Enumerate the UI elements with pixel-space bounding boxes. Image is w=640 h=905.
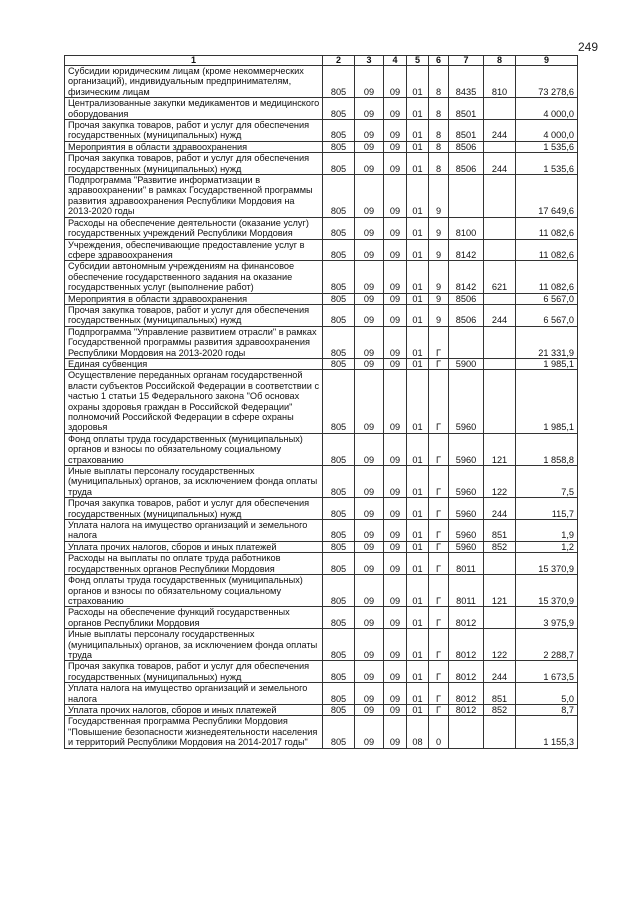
row-name: Иные выплаты персоналу государственных (муниципальных) органов, за исключением фонда оплаты труда: [65, 466, 323, 498]
section-code: 805: [323, 370, 355, 433]
budget-table: [64, 55, 578, 749]
subprogram-code: 9: [429, 304, 449, 326]
table-row: [65, 466, 578, 498]
row-name: Иные выплаты персоналу государственных (муниципальных) органов, за исключением фонда оплаты труда: [65, 629, 323, 661]
section-code: 805: [323, 541, 355, 552]
program-code: 01: [407, 141, 429, 152]
subprogram-code: Г: [429, 466, 449, 498]
expense-type-code: 244: [484, 304, 516, 326]
program-code: 01: [407, 433, 429, 465]
chapter-code: 09: [355, 553, 384, 575]
section-code: 805: [323, 520, 355, 542]
item-code: 8506: [449, 304, 484, 326]
row-name: Прочая закупка товаров, работ и услуг для обеспечения государственных (муниципальных) нужд: [65, 153, 323, 175]
section-code: 805: [323, 716, 355, 748]
program-code: 01: [407, 98, 429, 120]
expense-type-code: 810: [484, 66, 516, 98]
subsection-code: 09: [384, 683, 407, 705]
chapter-code: 09: [355, 98, 384, 120]
expense-type-code: 851: [484, 683, 516, 705]
amount-cell: 21 331,9: [516, 326, 578, 358]
table-row: [65, 239, 578, 261]
amount-cell: 3 975,9: [516, 607, 578, 629]
section-code: 805: [323, 304, 355, 326]
subsection-code: 09: [384, 153, 407, 175]
section-code: 805: [323, 683, 355, 705]
subprogram-code: Г: [429, 607, 449, 629]
amount-cell: 6 567,0: [516, 293, 578, 304]
amount-cell: 1 673,5: [516, 661, 578, 683]
chapter-code: 09: [355, 433, 384, 465]
table-row: [65, 326, 578, 358]
subsection-code: 09: [384, 661, 407, 683]
row-name: Осуществление переданных органам государственной власти субъектов Российской Федерации в соответствии с частью 1 статьи 15 Федерального закона "Об основах охраны здоровья граждан в Российской Федерации" полномочий Российской Федерации в сфере охраны здоровья: [65, 370, 323, 433]
subprogram-code: Г: [429, 661, 449, 683]
section-code: 805: [323, 175, 355, 218]
item-code: [449, 716, 484, 748]
chapter-code: 09: [355, 716, 384, 748]
amount-cell: 2 288,7: [516, 629, 578, 661]
section-code: 805: [323, 98, 355, 120]
column-header: 8: [484, 56, 516, 66]
program-code: 01: [407, 466, 429, 498]
program-code: 01: [407, 175, 429, 218]
subsection-code: 09: [384, 629, 407, 661]
subprogram-code: Г: [429, 683, 449, 705]
table-row: [65, 153, 578, 175]
item-code: 8506: [449, 141, 484, 152]
expense-type-code: [484, 358, 516, 369]
subprogram-code: Г: [429, 326, 449, 358]
item-code: 8142: [449, 239, 484, 261]
program-code: 01: [407, 607, 429, 629]
table-row: [65, 217, 578, 239]
program-code: 01: [407, 304, 429, 326]
program-code: 08: [407, 716, 429, 748]
chapter-code: 09: [355, 304, 384, 326]
subsection-code: 09: [384, 575, 407, 607]
subsection-code: 09: [384, 607, 407, 629]
expense-type-code: 244: [484, 661, 516, 683]
table-row: [65, 120, 578, 142]
subsection-code: 09: [384, 261, 407, 293]
subsection-code: 09: [384, 498, 407, 520]
section-code: 805: [323, 261, 355, 293]
chapter-code: 09: [355, 520, 384, 542]
item-code: 8012: [449, 629, 484, 661]
chapter-code: 09: [355, 629, 384, 661]
item-code: 8501: [449, 98, 484, 120]
subprogram-code: 9: [429, 175, 449, 218]
program-code: 01: [407, 520, 429, 542]
item-code: 5960: [449, 370, 484, 433]
expense-type-code: 122: [484, 466, 516, 498]
expense-type-code: 122: [484, 629, 516, 661]
program-code: 01: [407, 217, 429, 239]
expense-type-code: [484, 607, 516, 629]
item-code: 8506: [449, 293, 484, 304]
chapter-code: 09: [355, 293, 384, 304]
item-code: 8012: [449, 661, 484, 683]
subprogram-code: Г: [429, 520, 449, 542]
page-number: 249: [578, 40, 599, 54]
expense-type-code: 851: [484, 520, 516, 542]
table-row: [65, 293, 578, 304]
section-code: 805: [323, 498, 355, 520]
subprogram-code: Г: [429, 575, 449, 607]
section-code: 805: [323, 66, 355, 98]
item-code: 8142: [449, 261, 484, 293]
section-code: 805: [323, 661, 355, 683]
row-name: Уплата прочих налогов, сборов и иных платежей: [65, 541, 323, 552]
chapter-code: 09: [355, 498, 384, 520]
expense-type-code: 244: [484, 498, 516, 520]
section-code: 805: [323, 217, 355, 239]
chapter-code: 09: [355, 575, 384, 607]
section-code: 805: [323, 141, 355, 152]
program-code: 01: [407, 704, 429, 715]
table-row: [65, 520, 578, 542]
subprogram-code: 8: [429, 66, 449, 98]
subprogram-code: 8: [429, 98, 449, 120]
program-code: 01: [407, 261, 429, 293]
subprogram-code: Г: [429, 498, 449, 520]
program-code: 01: [407, 661, 429, 683]
item-code: 8011: [449, 553, 484, 575]
program-code: 01: [407, 575, 429, 607]
subsection-code: 09: [384, 98, 407, 120]
row-name: Подпрограмма "Развитие информатизации в здравоохранении" в рамках Государственной программы развития здравоохранения Республики Мордовия на 2013-2020 годы: [65, 175, 323, 218]
item-code: 5960: [449, 541, 484, 552]
column-header: 6: [429, 56, 449, 66]
amount-cell: 5,0: [516, 683, 578, 705]
expense-type-code: [484, 98, 516, 120]
subprogram-code: 8: [429, 141, 449, 152]
table-row: [65, 433, 578, 465]
chapter-code: 09: [355, 261, 384, 293]
table-row: [65, 498, 578, 520]
item-code: 5960: [449, 466, 484, 498]
expense-type-code: 244: [484, 120, 516, 142]
subprogram-code: 9: [429, 217, 449, 239]
subsection-code: 09: [384, 304, 407, 326]
item-code: 8501: [449, 120, 484, 142]
section-code: 805: [323, 120, 355, 142]
section-code: 805: [323, 553, 355, 575]
table-row: [65, 716, 578, 748]
subsection-code: 09: [384, 326, 407, 358]
row-name: Субсидии автономным учреждениям на финансовое обеспечение государственного задания на оказание государственных услуг (выполнение работ): [65, 261, 323, 293]
section-code: 805: [323, 607, 355, 629]
row-name: Уплата прочих налогов, сборов и иных платежей: [65, 704, 323, 715]
subsection-code: 09: [384, 520, 407, 542]
amount-cell: 1,9: [516, 520, 578, 542]
amount-cell: 4 000,0: [516, 98, 578, 120]
expense-type-code: [484, 217, 516, 239]
chapter-code: 09: [355, 326, 384, 358]
column-header: 1: [65, 56, 323, 66]
row-name: Мероприятия в области здравоохранения: [65, 141, 323, 152]
row-name: Единая субвенция: [65, 358, 323, 369]
chapter-code: 09: [355, 704, 384, 715]
row-name: Прочая закупка товаров, работ и услуг для обеспечения государственных (муниципальных) нужд: [65, 120, 323, 142]
item-code: 8012: [449, 607, 484, 629]
section-code: 805: [323, 466, 355, 498]
chapter-code: 09: [355, 217, 384, 239]
subprogram-code: 9: [429, 239, 449, 261]
row-name: Расходы на обеспечение функций государственных органов Республики Мордовия: [65, 607, 323, 629]
section-code: 805: [323, 433, 355, 465]
subprogram-code: 8: [429, 120, 449, 142]
item-code: 8100: [449, 217, 484, 239]
amount-cell: 11 082,6: [516, 239, 578, 261]
subsection-code: 09: [384, 716, 407, 748]
table-row: [65, 661, 578, 683]
chapter-code: 09: [355, 683, 384, 705]
section-code: 805: [323, 629, 355, 661]
section-code: 805: [323, 239, 355, 261]
subprogram-code: Г: [429, 358, 449, 369]
item-code: [449, 326, 484, 358]
subsection-code: 09: [384, 704, 407, 715]
table-row: [65, 261, 578, 293]
chapter-code: 09: [355, 661, 384, 683]
table-row: [65, 370, 578, 433]
table-row: [65, 541, 578, 552]
item-code: 5960: [449, 433, 484, 465]
table-row: [65, 629, 578, 661]
program-code: 01: [407, 358, 429, 369]
amount-cell: 7,5: [516, 466, 578, 498]
item-code: 5900: [449, 358, 484, 369]
amount-cell: 11 082,6: [516, 261, 578, 293]
header-row: [65, 56, 578, 66]
expense-type-code: 244: [484, 153, 516, 175]
column-header: 5: [407, 56, 429, 66]
row-name: Государственная программа Республики Мордовия "Повышение безопасности жизнедеятельности населения и территорий Республики Мордовия на 2014-2017 годы": [65, 716, 323, 748]
section-code: 805: [323, 293, 355, 304]
row-name: Прочая закупка товаров, работ и услуг для обеспечения государственных (муниципальных) нужд: [65, 661, 323, 683]
subsection-code: 09: [384, 433, 407, 465]
row-name: Централизованные закупки медикаментов и медицинского оборудования: [65, 98, 323, 120]
amount-cell: 115,7: [516, 498, 578, 520]
amount-cell: 1 535,6: [516, 141, 578, 152]
amount-cell: 1 535,6: [516, 153, 578, 175]
program-code: 01: [407, 326, 429, 358]
table-body: [65, 66, 578, 749]
table-row: [65, 607, 578, 629]
table-row: [65, 175, 578, 218]
program-code: 01: [407, 683, 429, 705]
subsection-code: 09: [384, 120, 407, 142]
column-header: 2: [323, 56, 355, 66]
amount-cell: 6 567,0: [516, 304, 578, 326]
item-code: 8435: [449, 66, 484, 98]
expense-type-code: [484, 141, 516, 152]
table-row: [65, 553, 578, 575]
expense-type-code: [484, 326, 516, 358]
row-name: Уплата налога на имущество организаций и земельного налога: [65, 520, 323, 542]
amount-cell: 4 000,0: [516, 120, 578, 142]
table-row: [65, 575, 578, 607]
subprogram-code: 9: [429, 261, 449, 293]
row-name: Субсидии юридическим лицам (кроме некоммерческих организаций), индивидуальным предпринимателям, физическим лицам: [65, 66, 323, 98]
section-code: 805: [323, 358, 355, 369]
expense-type-code: [484, 293, 516, 304]
row-name: Фонд оплаты труда государственных (муниципальных) органов и взносы по обязательному социальному страхованию: [65, 433, 323, 465]
expense-type-code: 121: [484, 433, 516, 465]
expense-type-code: [484, 239, 516, 261]
column-header: 3: [355, 56, 384, 66]
subprogram-code: 0: [429, 716, 449, 748]
program-code: 01: [407, 120, 429, 142]
subprogram-code: Г: [429, 370, 449, 433]
row-name: Мероприятия в области здравоохранения: [65, 293, 323, 304]
subsection-code: 09: [384, 553, 407, 575]
subsection-code: 09: [384, 141, 407, 152]
subsection-code: 09: [384, 175, 407, 218]
table-row: [65, 683, 578, 705]
expense-type-code: [484, 175, 516, 218]
expense-type-code: 852: [484, 541, 516, 552]
row-name: Фонд оплаты труда государственных (муниципальных) органов и взносы по обязательному социальному страхованию: [65, 575, 323, 607]
subsection-code: 09: [384, 217, 407, 239]
chapter-code: 09: [355, 239, 384, 261]
row-name: Подпрограмма "Управление развитием отрасли" в рамках Государственной программы развития здравоохранения Республики Мордовия на 2013-2020 годы: [65, 326, 323, 358]
section-code: 805: [323, 575, 355, 607]
chapter-code: 09: [355, 358, 384, 369]
subsection-code: 09: [384, 541, 407, 552]
chapter-code: 09: [355, 466, 384, 498]
row-name: Расходы на обеспечение деятельности (оказание услуг) государственных учреждений Республики Мордовия: [65, 217, 323, 239]
item-code: 8506: [449, 153, 484, 175]
program-code: 01: [407, 239, 429, 261]
amount-cell: 1 155,3: [516, 716, 578, 748]
chapter-code: 09: [355, 141, 384, 152]
subprogram-code: Г: [429, 433, 449, 465]
chapter-code: 09: [355, 153, 384, 175]
subsection-code: 09: [384, 466, 407, 498]
item-code: 8012: [449, 683, 484, 705]
program-code: 01: [407, 66, 429, 98]
expense-type-code: [484, 370, 516, 433]
table-row: [65, 141, 578, 152]
expense-type-code: 121: [484, 575, 516, 607]
table-row: [65, 98, 578, 120]
subsection-code: 09: [384, 358, 407, 369]
table-row: [65, 304, 578, 326]
item-code: 5960: [449, 520, 484, 542]
program-code: 01: [407, 153, 429, 175]
row-name: Прочая закупка товаров, работ и услуг для обеспечения государственных (муниципальных) нужд: [65, 304, 323, 326]
subsection-code: 09: [384, 293, 407, 304]
program-code: 01: [407, 541, 429, 552]
row-name: Учреждения, обеспечивающие предоставление услуг в сфере здравоохранения: [65, 239, 323, 261]
section-code: 805: [323, 153, 355, 175]
program-code: 01: [407, 553, 429, 575]
item-code: 8011: [449, 575, 484, 607]
item-code: [449, 175, 484, 218]
chapter-code: 09: [355, 541, 384, 552]
chapter-code: 09: [355, 66, 384, 98]
amount-cell: 15 370,9: [516, 575, 578, 607]
table-row: [65, 704, 578, 715]
subsection-code: 09: [384, 239, 407, 261]
column-header: 7: [449, 56, 484, 66]
expense-type-code: 621: [484, 261, 516, 293]
amount-cell: 1 858,8: [516, 433, 578, 465]
amount-cell: 1 985,1: [516, 358, 578, 369]
amount-cell: 17 649,6: [516, 175, 578, 218]
column-header: 9: [516, 56, 578, 66]
subsection-code: 09: [384, 66, 407, 98]
amount-cell: 1 985,1: [516, 370, 578, 433]
row-name: Уплата налога на имущество организаций и земельного налога: [65, 683, 323, 705]
section-code: 805: [323, 326, 355, 358]
expense-type-code: [484, 553, 516, 575]
subprogram-code: 8: [429, 153, 449, 175]
program-code: 01: [407, 498, 429, 520]
subprogram-code: Г: [429, 629, 449, 661]
subprogram-code: Г: [429, 704, 449, 715]
amount-cell: 15 370,9: [516, 553, 578, 575]
table-row: [65, 358, 578, 369]
amount-cell: 11 082,6: [516, 217, 578, 239]
amount-cell: 1,2: [516, 541, 578, 552]
chapter-code: 09: [355, 120, 384, 142]
subprogram-code: Г: [429, 541, 449, 552]
chapter-code: 09: [355, 175, 384, 218]
chapter-code: 09: [355, 370, 384, 433]
column-header: 4: [384, 56, 407, 66]
row-name: Расходы на выплаты по оплате труда работников государственных органов Республики Мордовия: [65, 553, 323, 575]
amount-cell: 8,7: [516, 704, 578, 715]
expense-type-code: [484, 716, 516, 748]
chapter-code: 09: [355, 607, 384, 629]
program-code: 01: [407, 370, 429, 433]
amount-cell: 73 278,6: [516, 66, 578, 98]
item-code: 5960: [449, 498, 484, 520]
subsection-code: 09: [384, 370, 407, 433]
program-code: 01: [407, 629, 429, 661]
table-row: [65, 66, 578, 98]
subprogram-code: Г: [429, 553, 449, 575]
row-name: Прочая закупка товаров, работ и услуг для обеспечения государственных (муниципальных) нужд: [65, 498, 323, 520]
section-code: 805: [323, 704, 355, 715]
item-code: 8012: [449, 704, 484, 715]
program-code: 01: [407, 293, 429, 304]
subprogram-code: 9: [429, 293, 449, 304]
expense-type-code: 852: [484, 704, 516, 715]
